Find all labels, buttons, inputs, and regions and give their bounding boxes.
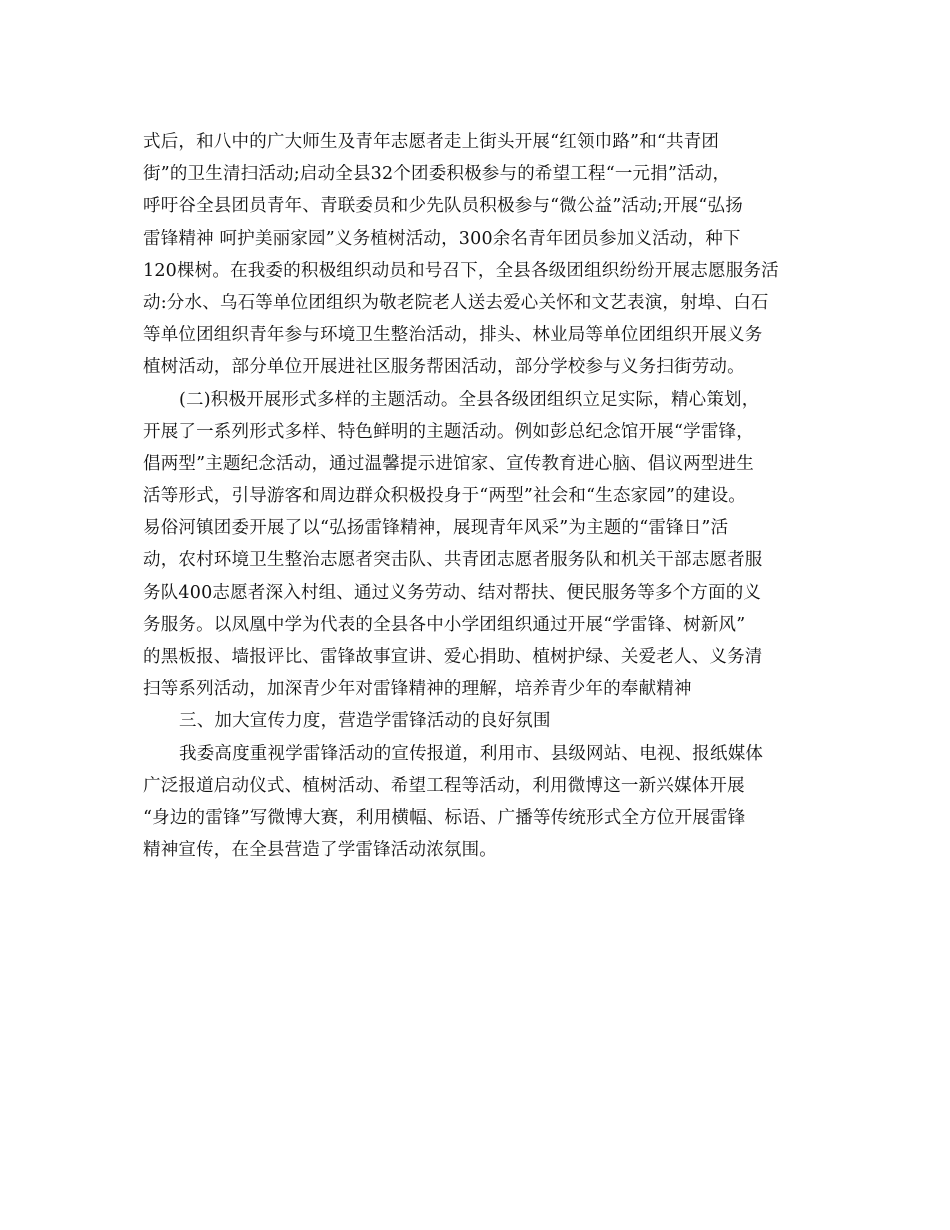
text-line: (二)积极开展形式多样的主题活动。全县各级团组织立足实际，精心策划， [179,389,760,410]
text-line: 动，农村环境卫生整治志愿者突击队、共青团志愿者服务队和机关干部志愿者服 [143,550,763,571]
text-line: 倡两型”主题纪念活动，通过温馨提示进馆家、宣传教育进心脑、倡议两型进生 [143,453,754,474]
text-line: 式后，和八中的广大师生及青年志愿者走上街头开展“红领巾路”和“共青团 [143,132,720,152]
text-line: 120棵树。在我委的积极组织动员和号召下，全县各级团组织纷纷开展志愿服务活 [143,260,779,281]
text-line: 精神宣传，在全县营造了学雷锋活动浓氛围。 [143,840,497,861]
text-line: 务队400志愿者深入村组、通过义务劳动、结对帮扶、便民服务等多个方面的义 [143,582,762,603]
text-line: 等单位团组织青年参与环境卫生整治活动，排头、林业局等单位团组织开展义务 [143,325,763,346]
text-line: 的黑板报、墙报评比、雷锋故事宣讲、爱心捐助、植树护绿、关爱老人、义务清 [143,647,763,667]
text-line: 广泛报道启动仪式、植树活动、希望工程等活动，利用微博这一新兴媒体开展 [143,775,745,796]
text-line: “身边的雷锋”写微博大赛，利用横幅、标语、广播等传统形式全方位开展雷锋 [143,807,746,828]
text-line: 植树活动，部分单位开展进社区服务帮困活动，部分学校参与义务扫街劳动。 [143,357,745,378]
text-line: 开展了一系列形式多样、特色鲜明的主题活动。例如彭总纪念馆开展“学雷锋， [143,421,754,442]
text-line: 街”的卫生清扫活动;启动全县32个团委积极参与的希望工程“一元捐”活动， [143,164,731,185]
text-line: 雷锋精神 呵护美丽家园”义务植树活动，300余名青年团员参加义活动，种下 [143,228,741,249]
text-line: 三、加大宣传力度，营造学雷锋活动的良好氛围 [179,711,551,732]
document-body [143,126,813,866]
text-line: 动:分水、乌石等单位团组织为敬老院老人送去爱心关怀和文艺表演，射埠、白石 [143,292,769,313]
text-line: 易俗河镇团委开展了以“弘扬雷锋精神，展现青年风采”为主题的“雷锋日”活 [143,518,729,539]
text-line: 呼吁谷全县团员青年、青联委员和少先队员积极参与“微公益”活动;开展“弘扬 [143,196,743,217]
text-line: 活等形式，引导游客和周边群众积极投身于“两型”社会和“生态家园”的建设。 [143,486,746,507]
text-line: 我委高度重视学雷锋活动的宣传报道，利用市、县级网站、电视、报纸媒体 [179,743,764,764]
text-line: 务服务。以凤凰中学为代表的全县各中小学团组织通过开展“学雷锋、树新风” [143,614,746,635]
text-line: 扫等系列活动，加深青少年对雷锋精神的理解，培养青少年的奉献精神 [143,679,692,700]
